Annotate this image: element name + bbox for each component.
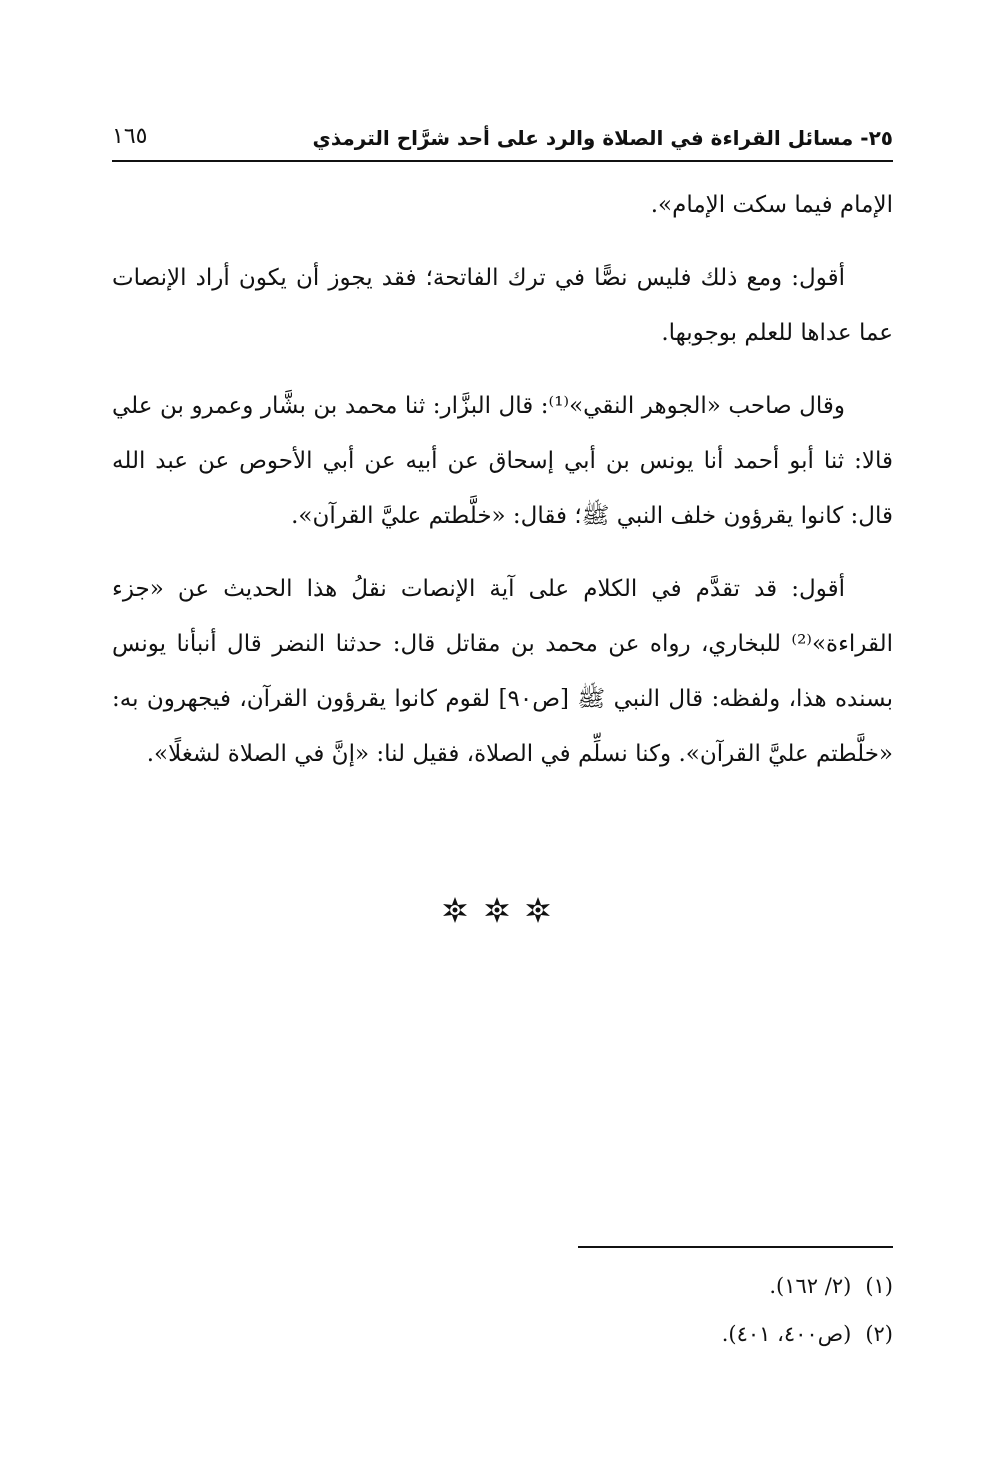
header-divider — [112, 160, 893, 162]
star-ornament-icon — [441, 896, 469, 924]
main-text — [112, 178, 893, 800]
star-ornament-icon — [524, 896, 552, 924]
footnote-text: (٢/ ١٦٢). — [769, 1274, 852, 1298]
footnote-number: (٢) — [865, 1322, 893, 1346]
paragraph: الإمام فيما سكت الإمام». — [650, 192, 893, 218]
footnote-text: (ص٤٠٠، ٤٠١). — [721, 1322, 852, 1346]
footnotes — [112, 1262, 893, 1358]
footnote-divider — [578, 1246, 893, 1248]
page-header — [112, 118, 893, 162]
paragraph: أقول: ومع ذلك فليس نصًّا في ترك الفاتحة؛ فقد يجوز أن يكون أراد الإنصات عما عداها للعلم بوجوبها. — [112, 265, 893, 346]
star-ornament-icon — [483, 896, 511, 924]
running-title: ٢٥- مسائل القراءة في الصلاة والرد على أحد شرَّاح الترمذي — [312, 126, 893, 150]
paragraph: أقول: قد تقدَّم في الكلام على آية الإنصات نقلُ هذا الحديث عن «جزء القراءة»⁽²⁾ للبخاري، رواه عن محمد بن مقاتل قال: حدثنا النضر قال أنبأنا يونس بسنده هذا، ولفظه: قال النبي ﷺ [ص٩٠] لقوم كانوا يقرؤون القرآن، فيجهرون به: «خلَّطتم عليَّ القرآن». وكنا نسلِّم في الصلاة، فقيل لنا: «إنَّ في الصلاة لشغلًا». — [112, 576, 893, 767]
page-number: ١٦٥ — [112, 124, 148, 149]
footnote-item — [112, 1262, 893, 1310]
footnote-item — [112, 1310, 893, 1358]
section-ornaments — [0, 896, 993, 928]
paragraph: وقال صاحب «الجوهر النقي»⁽¹⁾: قال البزَّار: ثنا محمد بن بشَّار وعمرو بن علي قالا: ثنا أبو أحمد أنا يونس بن أبي إسحاق عن أبيه عن أبي الأحوص عن عبد الله قال: كانوا يقرؤون خلف النبي ﷺ؛ فقال: «خلَّطتم عليَّ القرآن». — [112, 393, 893, 529]
footnote-number: (١) — [865, 1274, 893, 1298]
